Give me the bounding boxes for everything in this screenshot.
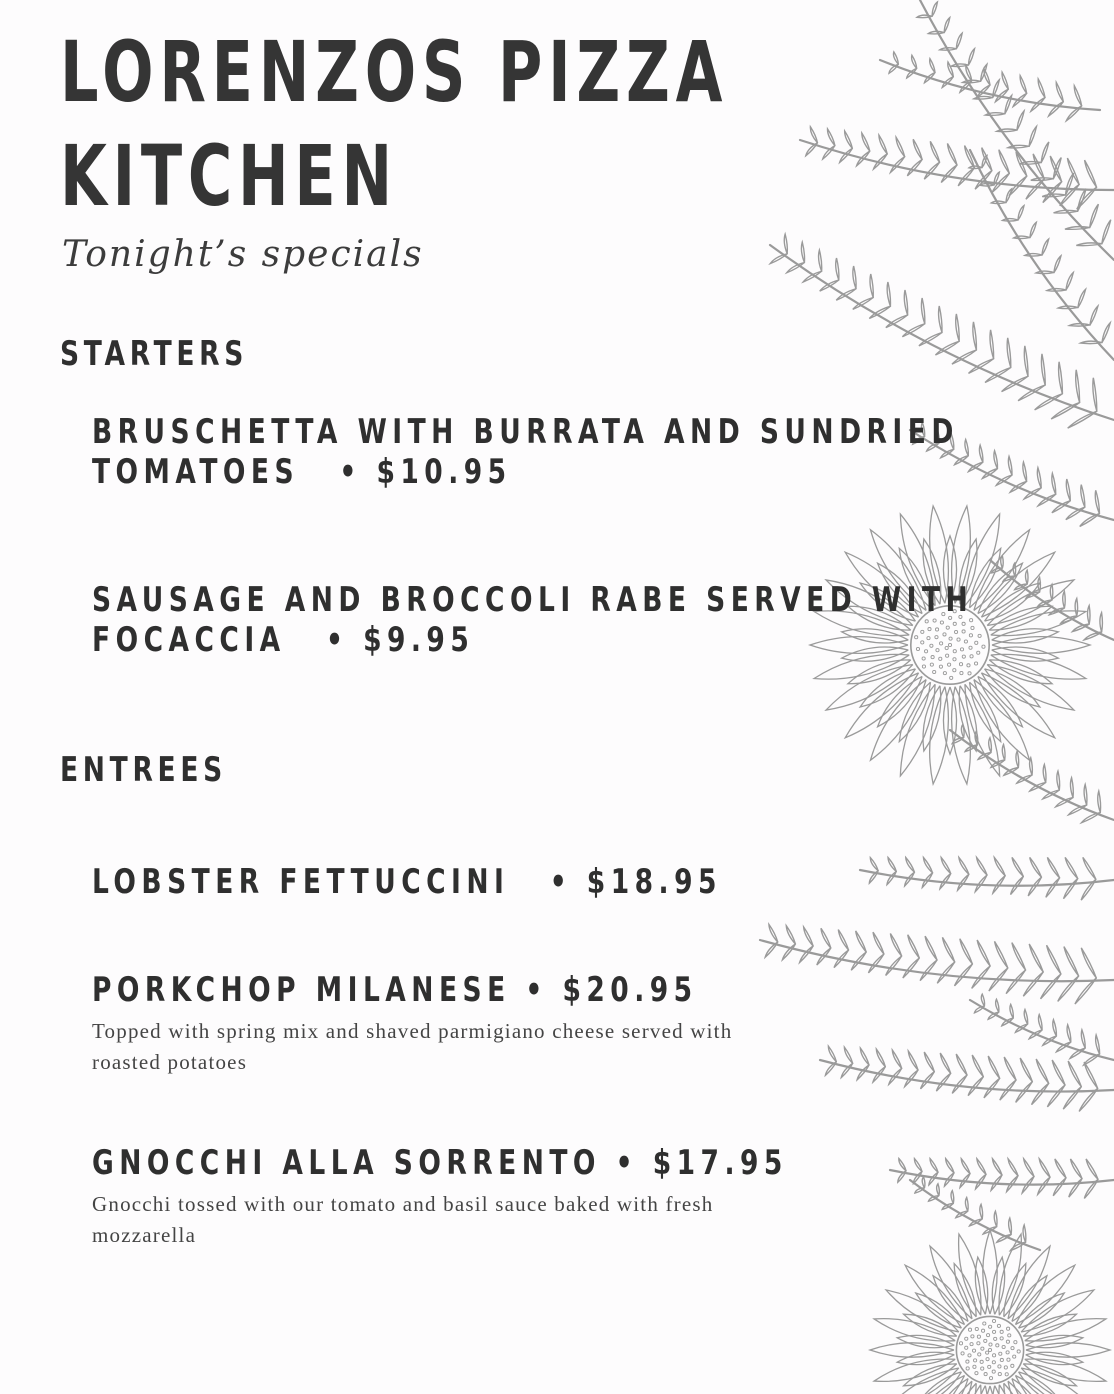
bullet-separator: • — [339, 452, 362, 492]
item-name-line-1: SAUSAGE AND BROCCOLI RABE SERVED WITH — [92, 580, 974, 620]
item-name-line-2: TOMATOES — [92, 452, 300, 492]
item-price: $10.95 — [376, 452, 512, 492]
menu-item-description — [92, 1016, 852, 1078]
menu-item-porkchop-milanese — [92, 970, 868, 1078]
bullet-separator: • — [549, 862, 573, 902]
menu-item-name — [92, 970, 698, 1010]
rosemary-sprig — [880, 52, 1100, 121]
item-name: GNOCCHI ALLA SORRENTO — [92, 1143, 601, 1183]
title-line-2: KITCHEN — [60, 127, 398, 225]
item-name: PORKCHOP MILANESE — [92, 970, 511, 1010]
item-price: $17.95 — [652, 1143, 788, 1183]
description-line-2: roasted potatoes — [92, 1050, 248, 1074]
daisy-flower — [870, 1230, 1110, 1394]
rosemary-sprig — [770, 234, 1114, 428]
menu-item-name — [92, 412, 959, 492]
rosemary-sprig — [800, 127, 1114, 209]
item-name-line-1: BRUSCHETTA WITH BURRATA AND SUNDRIED — [92, 412, 959, 452]
bullet-separator: • — [525, 970, 548, 1010]
restaurant-title — [60, 20, 728, 228]
item-name-line-2: FOCACCIA — [92, 620, 286, 660]
section-heading-starters: STARTERS — [60, 334, 249, 374]
section-heading-entrees: ENTREES — [60, 750, 227, 790]
specials-subtitle: Tonight’s specials — [62, 234, 424, 275]
menu-item-name — [92, 580, 973, 660]
description-line-2: mozzarella — [92, 1223, 197, 1247]
menu-item-name — [92, 862, 722, 902]
item-price: $9.95 — [363, 620, 475, 660]
description-line-1: Gnocchi tossed with our tomato and basil sauce baked with fresh — [92, 1192, 714, 1216]
bullet-separator: • — [325, 620, 349, 660]
rosemary-sprig — [970, 994, 1114, 1065]
item-name: LOBSTER FETTUCCINI — [92, 862, 510, 902]
menu-item-bruschetta — [92, 412, 1114, 492]
item-price: $20.95 — [562, 970, 698, 1010]
bullet-separator: • — [615, 1143, 639, 1183]
menu-item-name — [92, 1143, 788, 1183]
description-line-1: Topped with spring mix and shaved parmigiano cheese served with — [92, 1019, 733, 1043]
menu-item-sausage-broccoli-rabe — [92, 580, 1114, 660]
rosemary-sprig — [950, 724, 1114, 822]
menu-item-gnocchi-alla-sorrento — [92, 1143, 984, 1251]
menu-item-description — [92, 1189, 852, 1251]
item-price: $18.95 — [586, 862, 722, 902]
title-line-1: LORENZOS PIZZA — [60, 23, 729, 121]
menu-item-lobster-fettuccini — [92, 862, 900, 902]
